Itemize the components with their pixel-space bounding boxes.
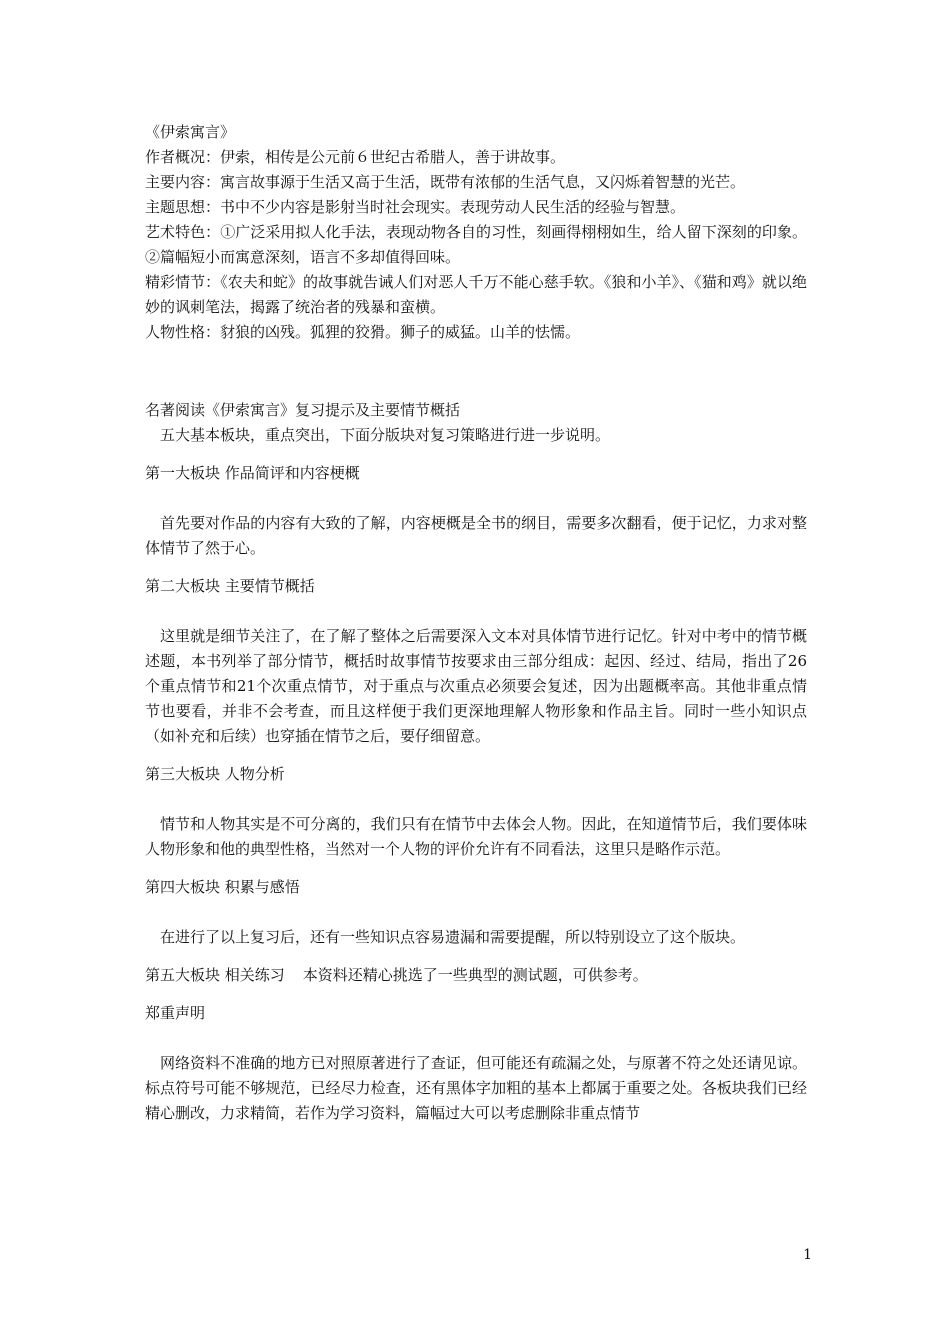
main-content: 主要内容：寓言故事源于生活又高于生活，既带有浓郁的生活气息，又闪烁着智慧的光芒。	[145, 173, 746, 191]
section5-title: 第五大板块 相关练习	[145, 966, 285, 984]
spacer	[145, 900, 807, 925]
spacer	[145, 385, 807, 398]
section5-body: 本资料还精心挑选了一些典型的测试题，可供参考。	[302, 966, 648, 984]
spacer	[145, 787, 807, 812]
book-title: 《伊索寓言》	[145, 123, 236, 141]
section4-body: 在进行了以上复习后，还有一些知识点容易遗漏和需要提醒，所以特别设立了这个版块。	[160, 928, 746, 946]
spacer	[145, 749, 807, 762]
section1-body: 首先要对作品的内容有大致的了解，内容梗概是全书的纲目，需要多次翻看，便于记忆，力求对整体情节了然于心。	[145, 514, 807, 557]
guide-intro: 五大基本板块，重点突出，下面分版块对复习策略进行进一步说明。	[160, 426, 611, 444]
art-features: 艺术特色：①广泛采用拟人化手法，表现动物各自的习性，刻画得栩栩如生，给人留下深刻的印象。②篇幅短小而寓意深刻，语言不多却值得回味。	[145, 223, 807, 266]
section4-title: 第四大板块 积累与感悟	[145, 878, 300, 896]
section3-title: 第三大板块 人物分析	[145, 765, 285, 783]
spacer	[145, 345, 807, 385]
spacer	[145, 950, 807, 963]
page-content	[145, 120, 807, 1126]
section2-title: 第二大板块 主要情节概括	[145, 577, 315, 595]
spacer	[145, 448, 807, 461]
guide-title: 名著阅读《伊索寓言》复习提示及主要情节概括	[145, 401, 461, 419]
section3-body: 情节和人物其实是不可分离的，我们只有在情节中去体会人物。因此，在知道情节后，我们要体味人物形象和他的典型性格，当然对一个人物的评价允许有不同看法，这里只是略作示范。	[145, 815, 807, 858]
notice-title: 郑重声明	[145, 1004, 206, 1022]
author-overview: 作者概况：伊索，相传是公元前６世纪古希腊人，善于讲故事。	[145, 148, 566, 166]
section5-line	[145, 963, 807, 988]
character-traits: 人物性格：豺狼的凶残。狐狸的狡猾。狮子的威猛。山羊的怯懦。	[145, 323, 581, 341]
page-number: 1	[803, 1247, 812, 1263]
spacer	[145, 862, 807, 875]
theme-thought: 主题思想：书中不少内容是影射当时社会现实。表现劳动人民生活的经验与智慧。	[145, 198, 686, 216]
spacer	[145, 1026, 807, 1051]
section2-body: 这里就是细节关注了，在了解了整体之后需要深入文本对具体情节进行记忆。针对中考中的情节概述题，本书列举了部分情节，概括时故事情节按要求由三部分组成：起因、经过、结局，指出了26个重点情节和21个次重点情节，对于重点与次重点必须要会复述，因为出题概率高。其他非重点情节也要看，并非不会考查，而且这样便于我们更深地理解人物形象和作品主旨。同时一些小知识点（如补充和后续）也穿插在情节之后，要仔细留意。	[145, 627, 807, 745]
spacer	[145, 988, 807, 1001]
spacer	[145, 561, 807, 574]
spacer	[145, 486, 807, 511]
section1-title: 第一大板块 作品简评和内容梗概	[145, 464, 360, 482]
spacer	[145, 599, 807, 624]
notice-body: 网络资料不准确的地方已对照原著进行了查证，但可能还有疏漏之处，与原著不符之处还请见谅。标点符号可能不够规范，已经尽力检查，还有黑体字加粗的基本上都属于重要之处。各板块我们已经精心删改，力求精简，若作为学习资料，篇幅过大可以考虑删除非重点情节	[145, 1054, 807, 1122]
wonderful-plot: 精彩情节：《农夫和蛇》的故事就告诫人们对恶人千万不能心慈手软。《狼和小羊》、《猫和鸡》就以绝妙的讽刺笔法，揭露了统治者的残暴和蛮横。	[145, 273, 807, 316]
